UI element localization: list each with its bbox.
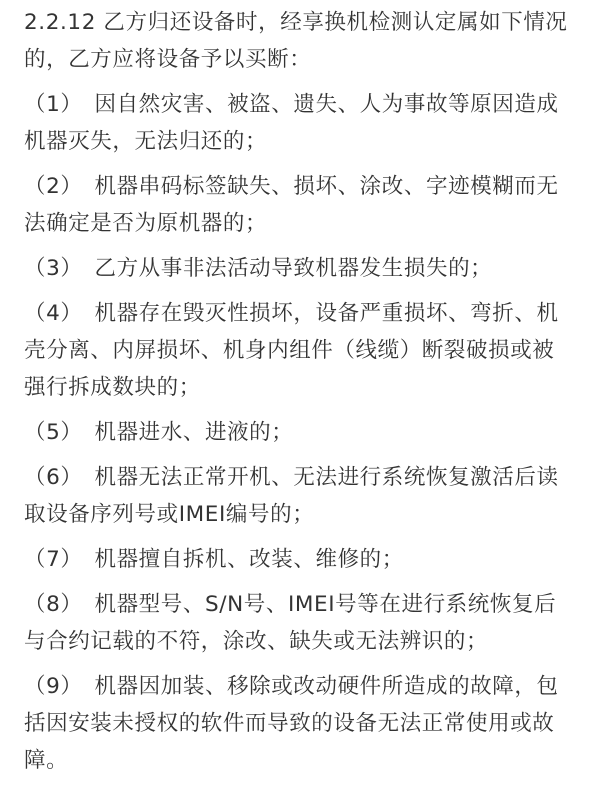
item-text: 机器擅自拆机、改装、维修的； bbox=[94, 547, 404, 572]
list-item bbox=[24, 459, 582, 533]
item-number: （2） bbox=[24, 174, 83, 199]
item-text: 乙方从事非法活动导致机器发生损失的； bbox=[94, 256, 493, 281]
item-number: （1） bbox=[24, 92, 83, 117]
list-item bbox=[24, 250, 582, 287]
item-text: 机器型号、S/N号、IMEI号等在进行系统恢复后 bbox=[94, 592, 557, 617]
item-text: 机器进水、进液的； bbox=[94, 420, 294, 445]
list-item bbox=[24, 295, 582, 406]
item-number: （6） bbox=[24, 465, 83, 490]
list-item bbox=[24, 414, 582, 451]
item-text: 机器因加装、移除或改动硬件所造成的故障，包 bbox=[94, 674, 559, 699]
item-number: （7） bbox=[24, 547, 83, 572]
item-number: （4） bbox=[24, 301, 83, 326]
item-number: （8） bbox=[24, 592, 83, 617]
list-item bbox=[24, 86, 582, 160]
item-text: 法确定是否为原机器的； bbox=[24, 211, 268, 236]
list-item bbox=[24, 168, 582, 242]
list-item bbox=[24, 586, 582, 660]
item-text: 因自然灾害、被盗、遗失、人为事故等原因造成 bbox=[94, 92, 559, 117]
list-item bbox=[24, 668, 582, 779]
item-number: （5） bbox=[24, 420, 83, 445]
item-text: 括因安装未授权的软件而导致的设备无法正常使用或故 bbox=[24, 711, 555, 736]
item-text: 机器灭失，无法归还的； bbox=[24, 129, 268, 154]
item-number: （9） bbox=[24, 674, 83, 699]
clause-heading bbox=[24, 4, 582, 78]
list-item bbox=[24, 541, 582, 578]
item-text: 机器无法正常开机、无法进行系统恢复激活后读 bbox=[94, 465, 559, 490]
item-text: 障。 bbox=[24, 748, 69, 773]
item-text: 壳分离、内屏损坏、机身内组件（线缆）断裂破损或被 bbox=[24, 338, 555, 363]
item-text: 强行拆成数块的； bbox=[24, 375, 201, 400]
clause-line: 2.2.12 乙方归还设备时，经享换机检测认定属如下情况 bbox=[24, 10, 568, 35]
item-text: 与合约记载的不符，涂改、缺失或无法辨识的； bbox=[24, 629, 489, 654]
item-number: （3） bbox=[24, 256, 83, 281]
item-text: 机器存在毁灭性损坏，设备严重损坏、弯折、机 bbox=[94, 301, 559, 326]
item-text: 取设备序列号或IMEI编号的； bbox=[24, 502, 315, 527]
item-text: 机器串码标签缺失、损坏、涂改、字迹模糊而无 bbox=[94, 174, 559, 199]
clause-line: 的，乙方应将设备予以买断： bbox=[24, 47, 312, 72]
